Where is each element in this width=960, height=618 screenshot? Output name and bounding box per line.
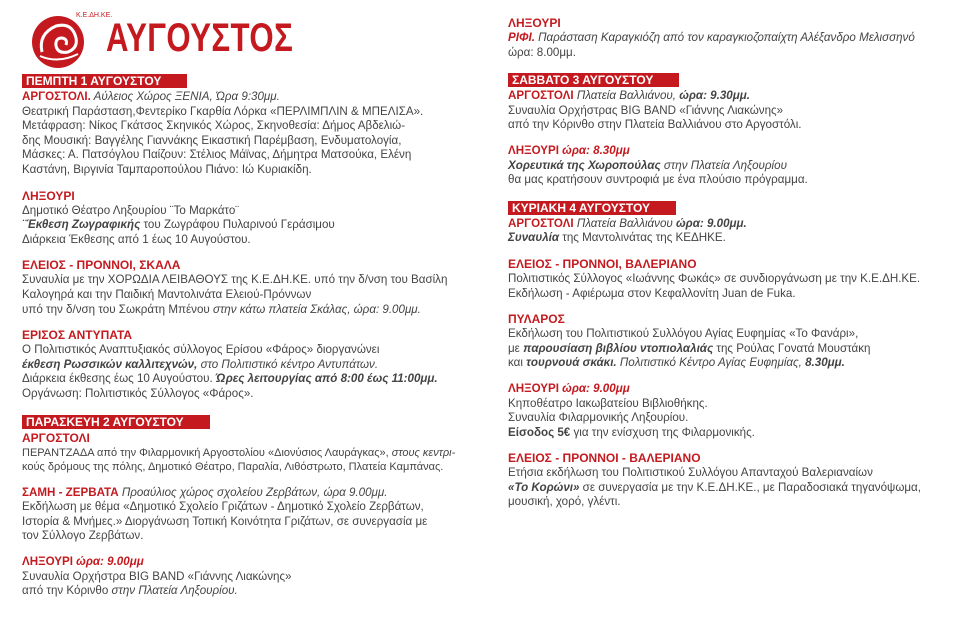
day-sunday bbox=[508, 199, 948, 246]
event-heading: ΕΡΙΣΟΣ ΑΝΤΥΠΑΤΑ bbox=[22, 328, 133, 343]
event-lixouri-philharmonic bbox=[508, 382, 948, 440]
day-header-sunday: ΚΥΡΙΑΚΗ 4 ΑΥΓΟΥΣΤΟΥ bbox=[508, 201, 676, 215]
event-line: Συναυλία Φιλαρμονικής Ληξουρίου. bbox=[508, 411, 689, 425]
thu-line-6: Καστάνη, Βιργινία Ταμπαροπούλου Πιάνο: Ιώ Κυριακίδη. bbox=[22, 162, 312, 176]
day-header-thursday: ΠΕΜΠΤΗ 1 ΑΥΓΟΥΣΤΟΥ bbox=[22, 74, 187, 88]
event-line: θα μας κρατήσουν συντροφιά με ένα πλούσιο πρόγραμμα. bbox=[508, 173, 808, 187]
event-heading: ΛΗΞΟΥΡΙ bbox=[22, 188, 75, 203]
event-line: μουσική, χορό, γλέντι. bbox=[508, 495, 621, 509]
event-line: Διάρκεια Έκθεσης από 1 έως 10 Αυγούστου. bbox=[22, 232, 251, 246]
event-line: Χορευτικά της Χωροπούλας στην Πλατεία Ληξουρίου bbox=[508, 158, 787, 172]
event-line: ΛΗΞΟΥΡΙ ώρα: 9.00μμ bbox=[508, 381, 630, 395]
event-line: Οργάνωση: Πολιτιστικός Σύλλογος «Φάρος». bbox=[22, 386, 254, 400]
event-line: κούς δρόμους της πόλης, Δημοτικό Θέατρο, Παραλία, Λιθόστρωτο, Πλατεία Καμπάνας. bbox=[22, 461, 444, 474]
thu-line-1: ΑΡΓΟΣΤΟΛΙ. Αύλειος Χώρος ΞΕΝΙΑ, Ώρα 9:30μμ. bbox=[22, 90, 280, 103]
event-line: από την Κόρινθο στην Πλατεία Βαλλιάνου στο Αργοστόλι. bbox=[508, 118, 802, 132]
event-eleios-skala bbox=[22, 258, 470, 317]
thu-line-2: Θεατρική Παράσταση,Φεντερίκο Γκαρθία Λόρκα «ΠΕΡΛΙΜΠΛΙΝ & ΜΠΕΛΙΣΑ». bbox=[22, 104, 424, 118]
event-line: Εκδήλωση - Αφιέρωμα στον Κεφαλλονίτη Juan de Fuka. bbox=[508, 286, 796, 300]
event-line: Εκδήλωση με θέμα «Δημοτικό Σχολείο Γριζάτων - Δημοτικό Σχολείο Ζερβάτων, bbox=[22, 500, 424, 514]
thu-line-3: Μετάφραση: Νίκος Γκάτσος Σκηνικός Χώρος, Σκηνοθεσία: Δήμος Αβδελιώ- bbox=[22, 119, 406, 133]
event-lixouri-1 bbox=[22, 189, 470, 248]
event-line: από την Κόρινθο στην Πλατεία Ληξουρίου. bbox=[22, 584, 238, 598]
event-line: με παρουσίαση βιβλίου ντοπιολαλιάς της Ρούλας Γονατά Μουστάκη bbox=[508, 341, 871, 355]
event-heading: ΠΥΛΑΡΟΣ bbox=[508, 312, 565, 327]
event-pylaros bbox=[508, 312, 948, 371]
event-line: ΡΙΦΙ. Παράσταση Καραγκιόζη από τον καραγκιοζοπαίχτη Αλέξανδρο Μελισσηνό bbox=[508, 31, 915, 44]
day-friday bbox=[22, 413, 470, 475]
event-eleios-valeriano bbox=[508, 257, 948, 301]
thu-line-5: Μάσκες: Α. Πατσόγλου Παίζουν: Στέλιος Μάϊνας, Δήμητρα Ματσούκα, Ελένη bbox=[22, 148, 412, 162]
event-line: Συναυλία της Μαντολινάτας της ΚΕΔΗΚΕ. bbox=[508, 231, 726, 245]
event-lixouri-rifi bbox=[508, 16, 948, 60]
logo-text: Κ.Ε.ΔΗ.ΚΕ. bbox=[76, 12, 113, 19]
event-line: ΑΡΓΟΣΤΟΛΙ Πλατεία Βαλλιάνου ώρα: 9.00μμ. bbox=[508, 216, 747, 230]
event-line: Πολιτιστικός Σύλλογος «Ιωάννης Φωκάς» σε συνδιοργάνωση με την Κ.Ε.ΔΗ.ΚΕ. bbox=[508, 271, 921, 285]
event-line: και τουρνουά σκάκι. Πολιτιστικό Κέντρο Αγίας Ευφημίας, 8.30μμ. bbox=[508, 356, 845, 370]
event-heading: ΕΛΕΙΟΣ - ΠΡΟΝΝΟΙ, ΒΑΛΕΡΙΑΝΟ bbox=[508, 256, 697, 271]
event-line: ¨Έκθεση Ζωγραφικής του Ζωγράφου Πυλαρινού Γεράσιμου bbox=[22, 218, 335, 232]
event-line: υπό την δ/νση του Σωκράτη Μπένου στην κάτω πλατεία Σκάλας, ώρα: 9.00μμ. bbox=[22, 302, 421, 316]
event-line: Συναυλία Ορχήστρα BIG BAND «Γιάννης Λιακώνης» bbox=[22, 569, 292, 583]
event-line: Είσοδος 5€ για την ενίσχυση της Φιλαρμονικής. bbox=[508, 425, 755, 439]
event-line: Συναυλία με την ΧΟΡΩΔΙΑ ΛΕΙΒΑΘΟΥΣ της Κ.Ε.ΔΗ.ΚΕ. υπό την δ/νση του Βασίλη bbox=[22, 273, 448, 287]
event-eleios-koroni bbox=[508, 451, 948, 510]
event-line: ΛΗΞΟΥΡΙ ώρα: 9.00μμ bbox=[22, 555, 144, 569]
event-line: Ετήσια εκδήλωση του Πολιτιστικού Συλλόγου Απανταχού Βαλεριαναίων bbox=[508, 466, 873, 480]
thu-line-4: δης Μουσική: Βαγγέλης Γιαννάκης Εικαστική Παρέμβαση, Ενδυματολογία, bbox=[22, 133, 402, 147]
event-line: ΑΡΓΟΣΤΟΛΙ Πλατεία Βαλλιάνου, ώρα: 9.30μμ. bbox=[508, 89, 750, 103]
brand-header bbox=[22, 12, 470, 72]
event-line: Καλογηρά και την Παιδική Μαντολινάτα Ελειού-Πρόννων bbox=[22, 287, 312, 301]
event-line: ΛΗΞΟΥΡΙ ώρα: 8.30μμ bbox=[508, 143, 630, 157]
event-heading: ΑΡΓΟΣΤΟΛΙ bbox=[22, 430, 90, 445]
event-line: Εκδήλωση του Πολιτιστικού Συλλόγου Αγίας Ευφημίας «Το Φανάρι», bbox=[508, 327, 859, 341]
page-title: ΑΥΓΟΥΣΤΟΣ bbox=[106, 16, 294, 60]
day-header-friday: ΠΑΡΑΣΚΕΥΗ 2 ΑΥΓΟΥΣΤΟΥ bbox=[22, 415, 210, 429]
right-column bbox=[508, 12, 948, 510]
event-line: «Το Κορώνι» σε συνεργασία με την Κ.Ε.ΔΗ.ΚΕ., με Παραδοσιακά τηγανόψωμα, bbox=[508, 480, 921, 494]
day-saturday bbox=[508, 71, 948, 133]
event-line: Συναυλία Ορχήστρας BIG BAND «Γιάννης Λιακώνης» bbox=[508, 103, 784, 117]
event-line: ΠΕΡΑΝΤΖΑΔΑ από την Φιλαρμονική Αργοστολίου «Διονύσιος Λαυράγκας», στους κεντρι- bbox=[22, 446, 456, 459]
event-heading: ΕΛΕΙΟΣ - ΠΡΟΝΝΟΙ - ΒΑΛΕΡΙΑΝΟ bbox=[508, 451, 701, 466]
event-line: ώρα: 8.00μμ. bbox=[508, 45, 576, 59]
event-heading: ΛΗΞΟΥΡΙ bbox=[508, 16, 561, 30]
event-line: έκθεση Ρωσσικών καλλιτεχνών, στο Πολιτιστικό κέντρο Αντυπάτων. bbox=[22, 357, 379, 371]
event-heading: ΕΛΕΙΟΣ - ΠΡΟΝΝΟΙ, ΣΚΑΛΑ bbox=[22, 258, 181, 273]
event-line: Ιστορία & Μνήμες.» Διοργάνωση Τοπική Κοινότητα Γριζάτων, σε συνεργασία με bbox=[22, 514, 428, 528]
day-header-saturday: ΣΑΒΒΑΤΟ 3 ΑΥΓΟΥΣΤΟΥ bbox=[508, 73, 679, 87]
event-sami bbox=[22, 486, 470, 544]
left-column bbox=[22, 12, 470, 599]
event-line: Ο Πολιτιστικός Αναπτυξιακός σύλλογος Ερίσου «Φάρος» διοργανώνει bbox=[22, 343, 380, 357]
event-lixouri-2 bbox=[22, 555, 470, 599]
event-lixouri-dance bbox=[508, 144, 948, 188]
shell-logo-icon bbox=[28, 12, 98, 70]
event-erisos bbox=[22, 328, 470, 401]
event-line: ΣΑΜΗ - ΖΕΡΒΑΤΑ Προαύλιος χώρος σχολείου Ζερβάτων, ώρα 9.00μμ. bbox=[22, 485, 388, 499]
event-line: τον Σύλλογο Ζερβάτων. bbox=[22, 529, 144, 543]
event-line: Διάρκεια έκθεσης έως 10 Αυγούστου. Ώρες λειτουργίας από 8:00 έως 11:00μμ. bbox=[22, 372, 438, 386]
event-line: Δημοτικό Θέατρο Ληξουρίου ¨Το Μαρκάτο¨ bbox=[22, 203, 240, 217]
event-line: Κηποθέατρο Ιακωβατείου Βιβλιοθήκης. bbox=[508, 396, 708, 410]
